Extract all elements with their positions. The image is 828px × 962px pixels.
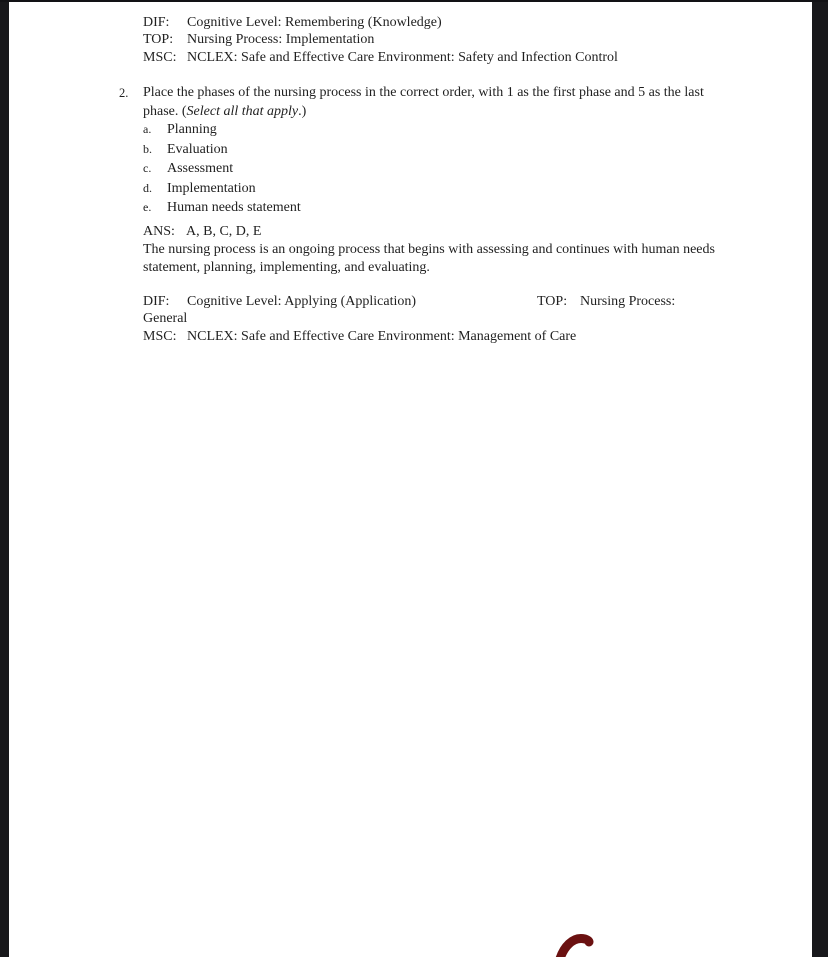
prev-question-meta bbox=[143, 14, 618, 66]
meta-row-dif-top bbox=[143, 293, 743, 310]
option-letter-d: d. bbox=[143, 180, 152, 195]
meta-value-msc: NCLEX: Safe and Effective Care Environment: Safety and Infection Control bbox=[187, 49, 618, 65]
meta-label-msc: MSC: bbox=[143, 49, 177, 65]
question-stem-text: Place the phases of the nursing process in the correct order, with 1 as the first phase and 5 as the last phase. ( bbox=[143, 85, 704, 119]
meta-row-msc2 bbox=[143, 328, 743, 345]
option-text-a: Planning bbox=[167, 122, 217, 137]
meta-value-top: Nursing Process: Implementation bbox=[187, 32, 375, 48]
option-text-d: Implementation bbox=[167, 180, 256, 196]
meta-label-top2: TOP: bbox=[537, 294, 568, 309]
question2-meta bbox=[143, 293, 743, 345]
meta-label-dif: DIF: bbox=[143, 15, 170, 30]
option-letter-e: e. bbox=[143, 200, 152, 215]
option-row-d bbox=[143, 179, 301, 199]
option-row-e bbox=[143, 198, 301, 218]
viewer-top-edge bbox=[0, 0, 828, 2]
meta-label-dif2: DIF: bbox=[143, 294, 170, 309]
meta-label-msc2: MSC: bbox=[143, 328, 177, 344]
option-row-b bbox=[143, 140, 301, 160]
answer-label: ANS: bbox=[143, 224, 175, 239]
script-stroke-path bbox=[559, 939, 589, 957]
option-letter-c: c. bbox=[143, 161, 152, 176]
question-stem bbox=[143, 83, 725, 121]
answer-block bbox=[143, 223, 725, 278]
answer-value: A, B, C, D, E bbox=[186, 224, 262, 239]
option-letter-b: b. bbox=[143, 141, 152, 156]
meta-value-dif: Cognitive Level: Remembering (Knowledge) bbox=[187, 15, 442, 30]
watermark-script-stroke bbox=[552, 932, 600, 957]
answer-rationale: The nursing process is an ongoing process that begins with assessing and continues with human needs statement, planning, implementing, and evaluating. bbox=[143, 242, 715, 276]
meta-top-wrap: General bbox=[143, 311, 188, 327]
script-stroke-icon bbox=[552, 932, 600, 957]
question-number: 2. bbox=[119, 86, 129, 100]
option-row-c bbox=[143, 159, 301, 179]
option-text-e: Human needs statement bbox=[167, 200, 301, 216]
option-row-a bbox=[143, 120, 301, 140]
options-list bbox=[143, 120, 301, 218]
viewer-right-edge bbox=[812, 0, 828, 957]
meta-value-msc2: NCLEX: Safe and Effective Care Environment: Management of Care bbox=[187, 328, 577, 344]
question-stem-close: .) bbox=[298, 104, 307, 119]
meta-row-msc bbox=[143, 49, 618, 66]
meta-row-dif bbox=[143, 14, 618, 31]
option-text-b: Evaluation bbox=[167, 141, 228, 157]
question-stem-italic: Select all that apply bbox=[186, 104, 299, 119]
option-letter-a: a. bbox=[143, 122, 152, 136]
meta-value-top2: Nursing Process: bbox=[580, 294, 676, 309]
option-text-c: Assessment bbox=[167, 161, 234, 177]
meta-label-top: TOP: bbox=[143, 32, 174, 48]
viewer-left-edge bbox=[0, 0, 9, 957]
meta-row-top bbox=[143, 31, 618, 48]
meta-value-dif2: Cognitive Level: Applying (Application) bbox=[187, 294, 417, 309]
answer-row bbox=[143, 223, 725, 241]
